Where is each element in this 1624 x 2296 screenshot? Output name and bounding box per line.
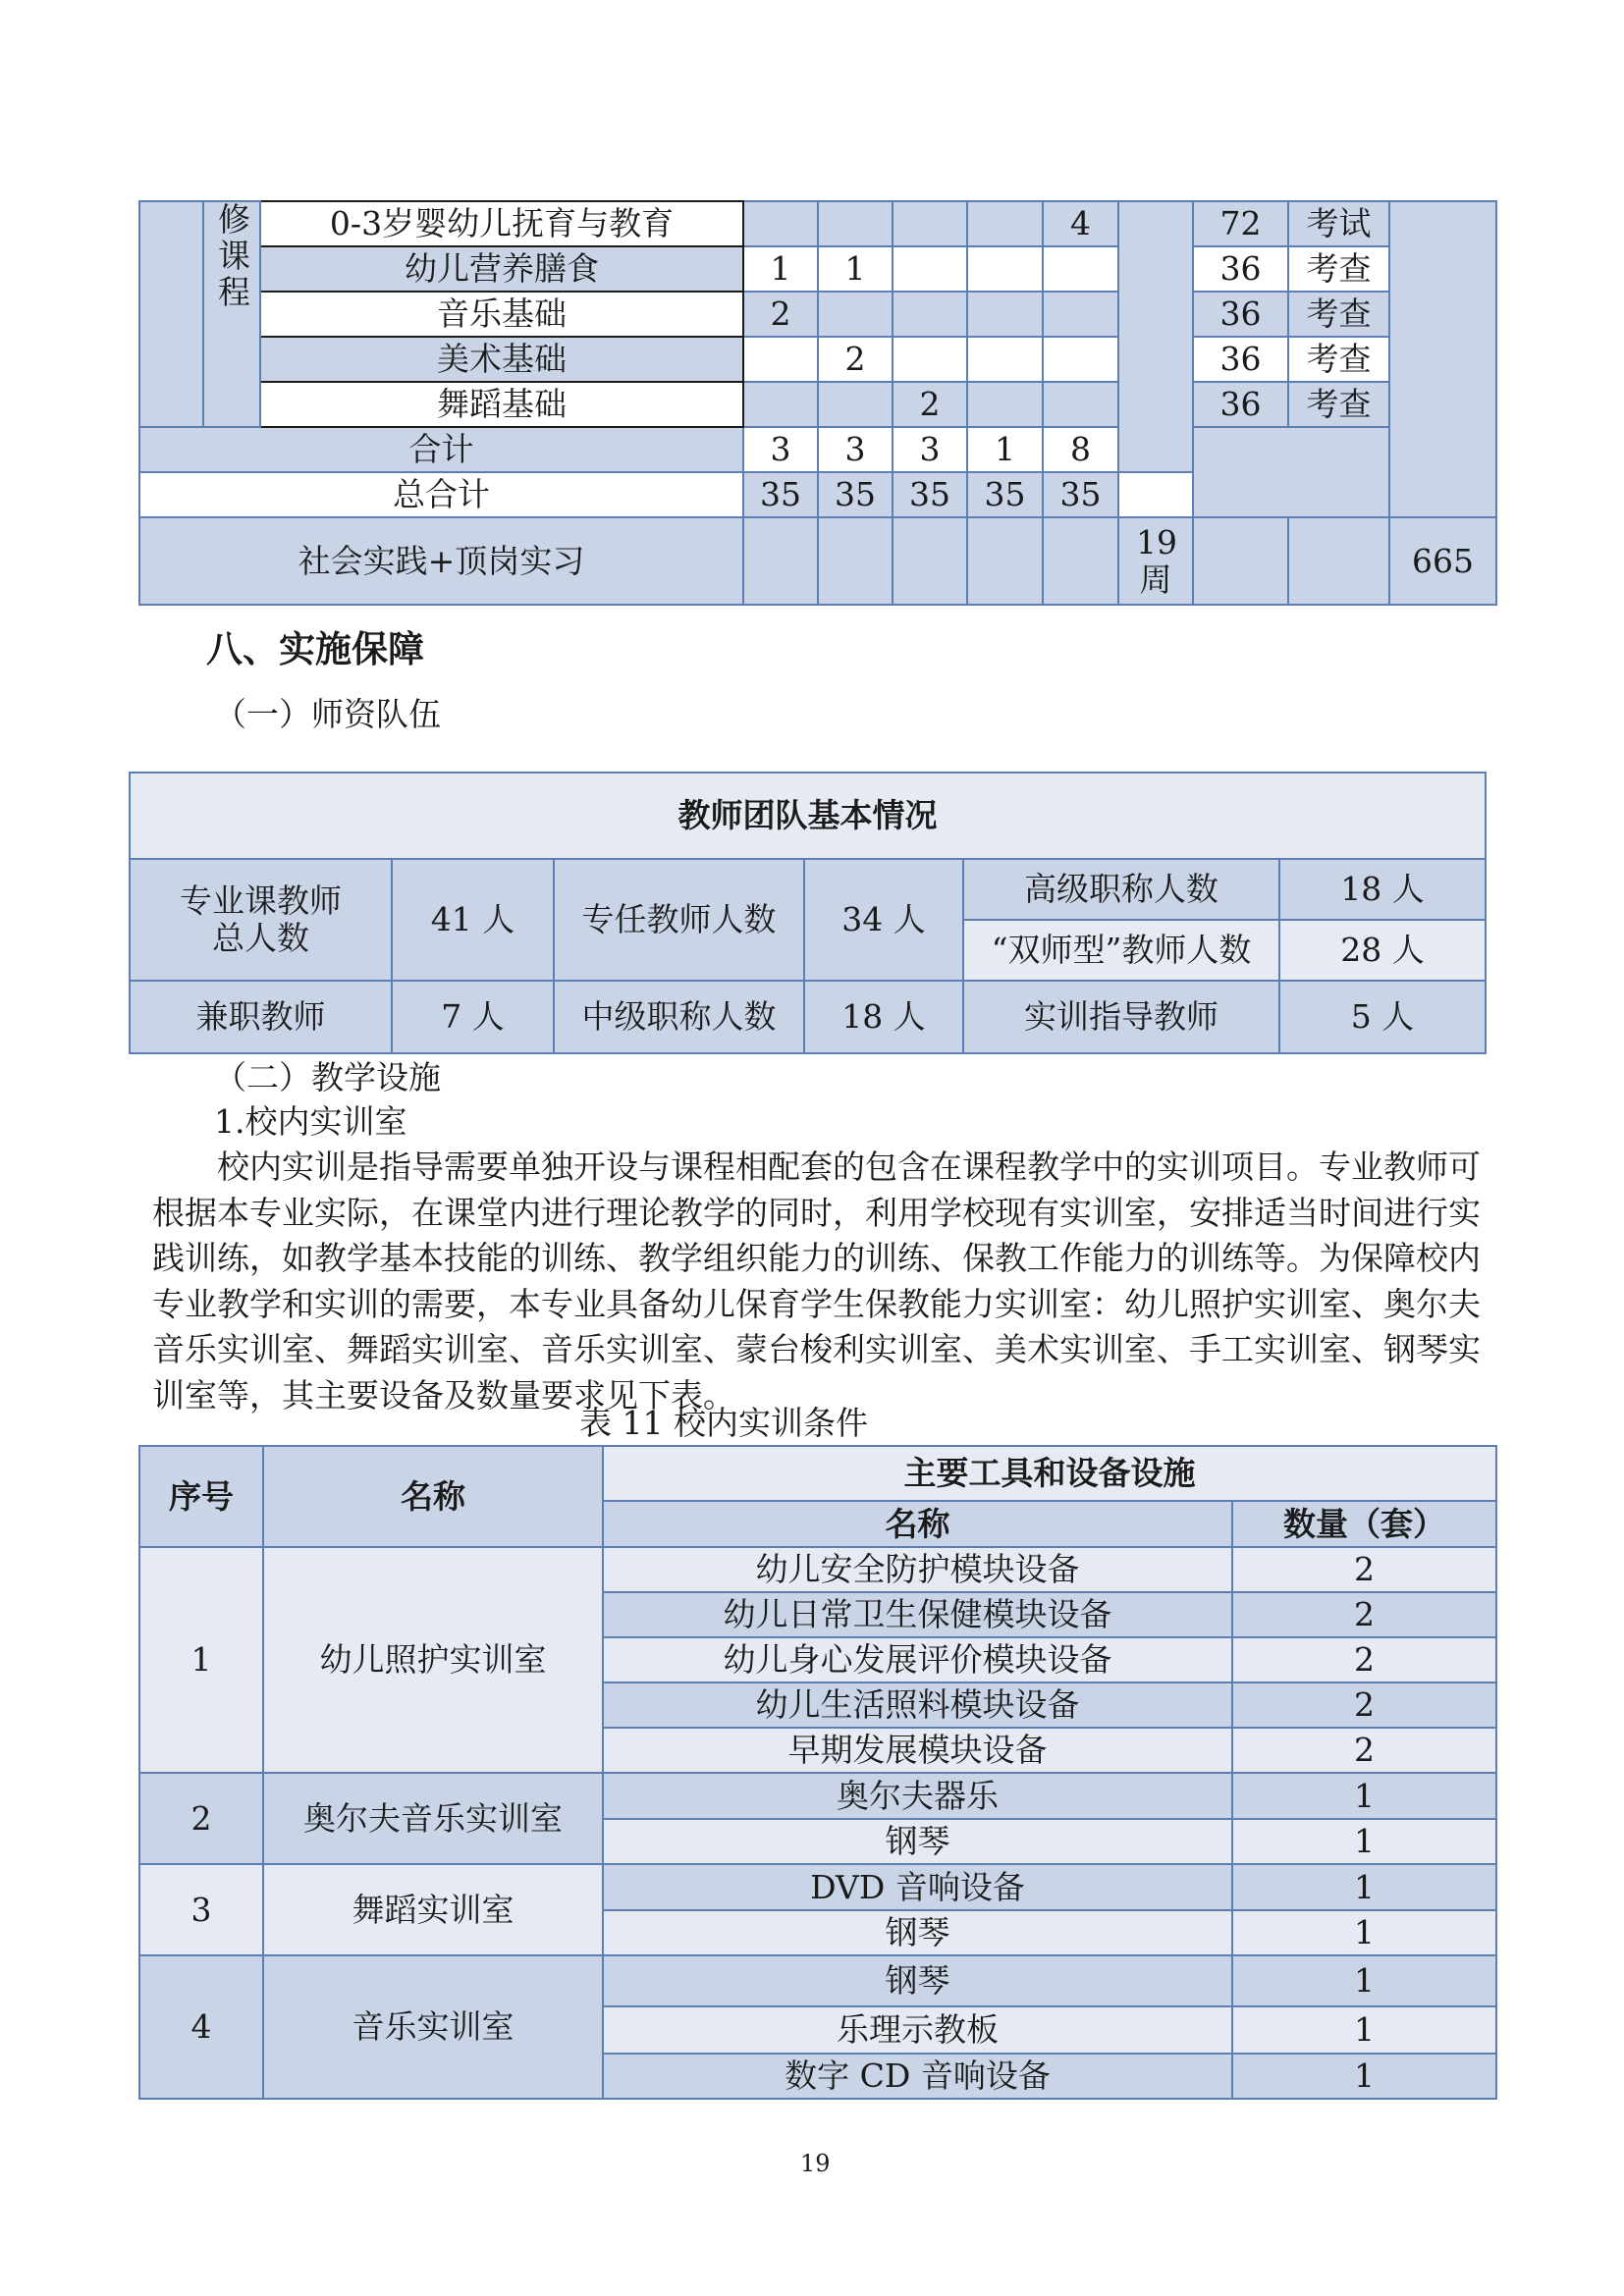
header-no: 序号 [139, 1446, 263, 1547]
sem-cell [743, 382, 818, 427]
row-no: 2 [139, 1773, 263, 1864]
paragraph-line: 校内实训是指导需要单独开设与课程相配套的包含在课程教学中的实训项目。专业教师可 [217, 1148, 1481, 1186]
sem-cell [1043, 382, 1118, 427]
parttime-value: 7 人 [392, 981, 554, 1053]
subsection-training-rooms: 1.校内实训室 [214, 1102, 407, 1141]
subtotal-cell: 3 [743, 427, 818, 472]
equipment-name: 钢琴 [603, 1819, 1232, 1864]
equipment-name: 钢琴 [603, 1910, 1232, 1955]
equipment-name: 幼儿日常卫生保健模块设备 [603, 1592, 1232, 1637]
course-table [138, 200, 1497, 606]
sem-cell [1043, 337, 1118, 382]
training-table [138, 1445, 1497, 2100]
total-teachers-label: 专业课教师总人数 [130, 859, 392, 981]
dual-label: “双师型”教师人数 [963, 920, 1279, 981]
sem-cell [893, 292, 967, 337]
equipment-qty: 1 [1232, 2006, 1496, 2054]
row-no: 3 [139, 1864, 263, 1955]
sem-cell: 1 [818, 246, 893, 292]
elective-label: 修课程 [203, 201, 260, 427]
hours-cell: 36 [1193, 382, 1288, 427]
course-name: 美术基础 [260, 337, 743, 382]
subsection-facilities: （二）教学设施 [214, 1058, 441, 1096]
parttime-label: 兼职教师 [130, 981, 392, 1053]
practice-weeks: 19周 [1118, 517, 1193, 605]
paragraph-line: 训室等，其主要设备及数量要求见下表。 [152, 1375, 735, 1415]
sem-cell: 2 [893, 382, 967, 427]
equipment-qty: 2 [1232, 1637, 1496, 1682]
remark-cell [1389, 201, 1496, 517]
subtotal-cell: 1 [967, 427, 1043, 472]
equipment-qty: 1 [1232, 1910, 1496, 1955]
sem-cell [1043, 246, 1118, 292]
sem-cell [967, 382, 1043, 427]
total-cell: 35 [818, 472, 893, 517]
middle-label: 中级职称人数 [554, 981, 804, 1053]
room-name: 舞蹈实训室 [263, 1864, 603, 1955]
sem-cell: 4 [1043, 201, 1118, 246]
room-name: 幼儿照护实训室 [263, 1547, 603, 1773]
equipment-qty: 1 [1232, 2054, 1496, 2099]
subsection-teachers: （一）师资队伍 [214, 695, 441, 733]
training-value: 5 人 [1279, 981, 1486, 1053]
course-name: 音乐基础 [260, 292, 743, 337]
total-cell: 35 [967, 472, 1043, 517]
equipment-qty: 2 [1232, 1682, 1496, 1728]
sem-cell [818, 382, 893, 427]
assess-cell: 考查 [1288, 246, 1389, 292]
practice-cell [1288, 517, 1389, 605]
blank-cell [1118, 472, 1193, 517]
equipment-name: 早期发展模块设备 [603, 1728, 1232, 1773]
senior-value: 18 人 [1279, 859, 1486, 920]
sem-cell [743, 201, 818, 246]
equipment-name: 乐理示教板 [603, 2006, 1232, 2054]
dual-value: 28 人 [1279, 920, 1486, 981]
subtotal-cell: 3 [818, 427, 893, 472]
header-qty: 数量（套） [1232, 1501, 1496, 1547]
sem-cell: 2 [818, 337, 893, 382]
paragraph-line: 音乐实训室、舞蹈实训室、音乐实训室、蒙台梭利实训室、美术实训室、手工实训室、钢琴实 [152, 1330, 1481, 1368]
hours-cell: 36 [1193, 292, 1288, 337]
practice-cell [743, 517, 818, 605]
blank-col [1118, 201, 1193, 472]
equipment-name: 奥尔夫器乐 [603, 1773, 1232, 1819]
course-name: 幼儿营养膳食 [260, 246, 743, 292]
equipment-qty: 2 [1232, 1547, 1496, 1592]
equipment-name: 幼儿生活照料模块设备 [603, 1682, 1232, 1728]
blank-merged [1193, 427, 1389, 517]
header-equipment: 主要工具和设备设施 [603, 1446, 1496, 1501]
page-number: 19 [800, 2150, 831, 2177]
sem-cell: 2 [743, 292, 818, 337]
total-label: 总合计 [139, 472, 743, 517]
fulltime-value: 34 人 [804, 859, 963, 981]
sem-cell [893, 337, 967, 382]
hours-cell: 36 [1193, 337, 1288, 382]
row-no: 4 [139, 1955, 263, 2099]
header-name: 名称 [263, 1446, 603, 1547]
total-cell: 35 [1043, 472, 1118, 517]
equipment-name: 钢琴 [603, 1955, 1232, 2006]
practice-cell [1043, 517, 1118, 605]
practice-label: 社会实践+顶岗实习 [139, 517, 743, 605]
section-title: 八、实施保障 [206, 628, 424, 670]
assess-cell: 考查 [1288, 337, 1389, 382]
equipment-name: 数字 CD 音响设备 [603, 2054, 1232, 2099]
equipment-name: DVD 音响设备 [603, 1864, 1232, 1910]
sem-cell [893, 246, 967, 292]
sem-cell [1043, 292, 1118, 337]
total-teachers-value: 41 人 [392, 859, 554, 981]
sem-cell [967, 201, 1043, 246]
hours-cell: 36 [1193, 246, 1288, 292]
row-no: 1 [139, 1547, 263, 1773]
sem-cell [893, 201, 967, 246]
fulltime-label: 专任教师人数 [554, 859, 804, 981]
subtotal-cell: 3 [893, 427, 967, 472]
subtotal-label: 合计 [139, 427, 743, 472]
total-cell: 35 [743, 472, 818, 517]
practice-cell [893, 517, 967, 605]
equipment-qty: 1 [1232, 1955, 1496, 2006]
course-name: 舞蹈基础 [260, 382, 743, 427]
practice-hours: 665 [1389, 517, 1496, 605]
room-name: 奥尔夫音乐实训室 [263, 1773, 603, 1864]
equipment-name: 幼儿身心发展评价模块设备 [603, 1637, 1232, 1682]
middle-value: 18 人 [804, 981, 963, 1053]
sem-cell [818, 292, 893, 337]
training-label: 实训指导教师 [963, 981, 1279, 1053]
assess-cell: 考查 [1288, 292, 1389, 337]
sem-cell [967, 246, 1043, 292]
hours-cell: 72 [1193, 201, 1288, 246]
sem-cell [967, 337, 1043, 382]
sem-cell [818, 201, 893, 246]
equipment-qty: 2 [1232, 1728, 1496, 1773]
assess-cell: 考试 [1288, 201, 1389, 246]
total-cell: 35 [893, 472, 967, 517]
equipment-qty: 1 [1232, 1773, 1496, 1819]
practice-cell [967, 517, 1043, 605]
sem-cell [743, 337, 818, 382]
equipment-qty: 1 [1232, 1864, 1496, 1910]
teacher-table [129, 772, 1487, 1054]
header-eq-name: 名称 [603, 1501, 1232, 1547]
practice-cell [1193, 517, 1288, 605]
paragraph-line: 根据本专业实际，在课堂内进行理论教学的同时，利用学校现有实训室，安排适当时间进行实 [152, 1193, 1481, 1232]
body-paragraph [152, 1145, 1492, 1418]
equipment-qty: 2 [1232, 1592, 1496, 1637]
course-name: 0-3岁婴幼儿抚育与教育 [260, 201, 743, 246]
sem-cell [967, 292, 1043, 337]
sem-cell: 1 [743, 246, 818, 292]
table-caption: 表 11 校内实训条件 [579, 1404, 868, 1442]
category-cell [139, 201, 203, 427]
teacher-table-title: 教师团队基本情况 [130, 773, 1486, 859]
paragraph-line: 专业教学和实训的需要，本专业具备幼儿保育学生保教能力实训室：幼儿照护实训室、奥尔夫 [152, 1284, 1481, 1323]
senior-label: 高级职称人数 [963, 859, 1279, 920]
assess-cell: 考查 [1288, 382, 1389, 427]
equipment-qty: 1 [1232, 1819, 1496, 1864]
subtotal-cell: 8 [1043, 427, 1118, 472]
practice-cell [818, 517, 893, 605]
paragraph-line: 践训练，如教学基本技能的训练、教学组织能力的训练、保教工作能力的训练等。为保障校内 [152, 1239, 1481, 1277]
room-name: 音乐实训室 [263, 1955, 603, 2099]
equipment-name: 幼儿安全防护模块设备 [603, 1547, 1232, 1592]
